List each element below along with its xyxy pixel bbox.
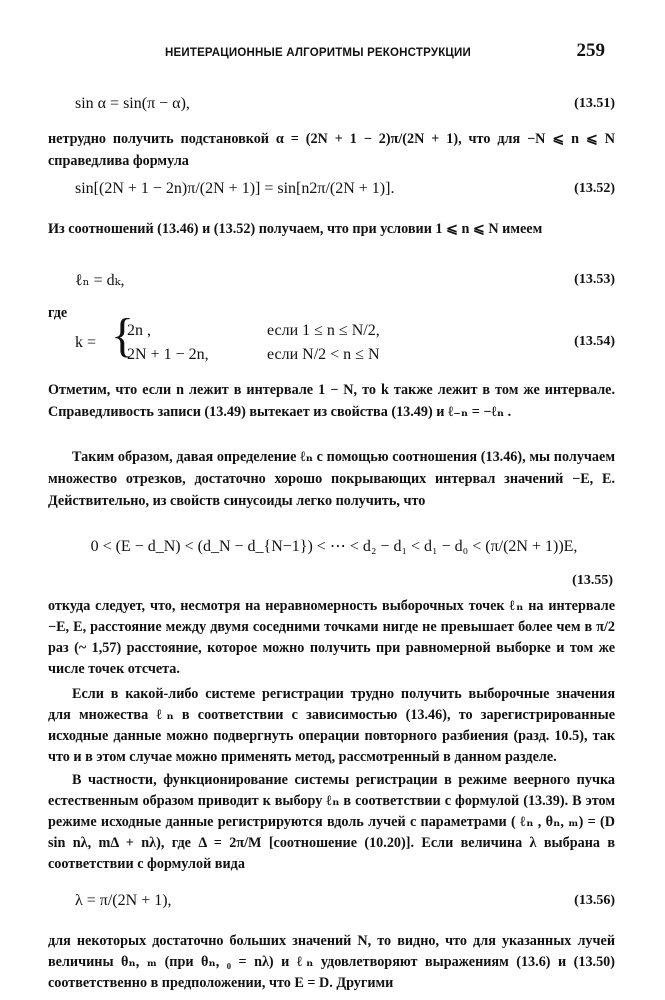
case-condition: если 1 ≤ n ≤ N/2, (267, 322, 380, 339)
paragraph-3: Отметим, что если n лежит в интервале 1 − N, то k также лежит в том же интервале. Справедливость записи (13.49) вытекает из свойства (13.49) и ℓ₋ₙ = −ℓₙ . (48, 382, 615, 421)
brace-glyph: { (111, 309, 135, 362)
case-row-2 (127, 346, 380, 364)
paragraph-4: Таким образом, давая определение ℓₙ с помощью соотношения (13.46), мы получаем множество отрезков, достаточно хорошо покрывающих интервал значений −E, E. Действительно, из свойств синусоиды легко получить, что (48, 449, 615, 510)
equation-formula: sin[(2N + 1 − 2n)π/(2N + 1)] = sin[n2π/(2N + 1)]. (75, 180, 395, 197)
paragraph-2: Из соотношений (13.46) и (13.52) получаем, что при условии 1 ⩽ n ⩽ N имеем (48, 221, 543, 237)
page-number: 259 (576, 40, 605, 61)
equation-number: (13.56) (574, 893, 615, 908)
equation-13-55 (48, 536, 620, 556)
equation-13-53 (75, 270, 615, 290)
equation-number: (13.51) (574, 96, 615, 111)
equation-formula: 0 < (E − d_N) < (d_N − d_{N−1}) < ⋯ < d₂ − d₁ < d₁ − d₀ < (π/(2N + 1))E, (90, 538, 578, 555)
equation-number-13-55: (13.55) (572, 573, 613, 588)
equation-lhs: k = (75, 334, 97, 351)
equation-13-52 (75, 180, 615, 198)
paragraph-1: нетрудно получить подстановкой α = (2N + 1 − 2)π/(2N + 1), что для −N ⩽ n ⩽ N справедлива формула (48, 131, 615, 170)
case-expression: 2N + 1 − 2n, (127, 346, 209, 363)
case-row-1 (127, 322, 380, 340)
equation-formula: λ = π/(2N + 1), (75, 892, 172, 909)
case-condition: если N/2 < n ≤ N (267, 346, 380, 363)
equation-number: (13.54) (574, 334, 615, 349)
page-header (165, 40, 605, 62)
paragraph-6: Если в какой-либо системе регистрации трудно получить выборочные значения для множества ℓₙ в соответствии с зависимостью (13.46), то зарегистрированные исходные данные можно подвергнуть операции повторного разбиения (разд. 10.5), так что и в этом случае можно применять метод, рассмотренный в данном разделе. (48, 686, 615, 765)
equation-formula: sin α = sin(π − α), (75, 95, 190, 112)
equation-13-51 (75, 95, 615, 113)
case-expression: 2n , (127, 322, 151, 339)
where-label: где (48, 305, 68, 321)
equation-number: (13.52) (574, 181, 615, 196)
paragraph-7: В частности, функционирование системы регистрации в режиме веерного пучка естественным образом приводит к выбору ℓₙ в соответствии с формулой (13.39). В этом режиме исходные данные регистрируются вдоль лучей с параметрами ( ℓₙ , θₙ, ₘ) = (D sin nλ, mΔ + nλ), где Δ = 2π/M [соотношение (10.20)]. Если величина λ выбрана в соответствии с формулой вида (48, 772, 615, 872)
running-title: НЕИТЕРАЦИОННЫЕ АЛГОРИТМЫ РЕКОНСТРУКЦИИ (165, 47, 471, 59)
equation-number: (13.53) (574, 272, 615, 287)
equation-13-56 (75, 892, 615, 910)
equation-formula: ℓₙ = dₖ, (75, 272, 125, 289)
equation-13-54 (75, 309, 615, 374)
paragraph-8: для некоторых достаточно больших значений N, то видно, что для указанных лучей величины θₙ, ₘ (при θₙ, ₀ = nλ) и ℓₙ удовлетворяют выражениям (13.6) и (13.50) соответственно в предположении, что E = D. Другими (48, 933, 615, 991)
paragraph-5: откуда следует, что, несмотря на неравномерность выборочных точек ℓₙ на интервале −E, E, расстояние между двумя соседними точками нигде не превышает более чем в π/2 раз (~ 1,57) расстояние, которое можно получить при равномерной выборке и том же числе точек отсчета. (48, 598, 615, 677)
